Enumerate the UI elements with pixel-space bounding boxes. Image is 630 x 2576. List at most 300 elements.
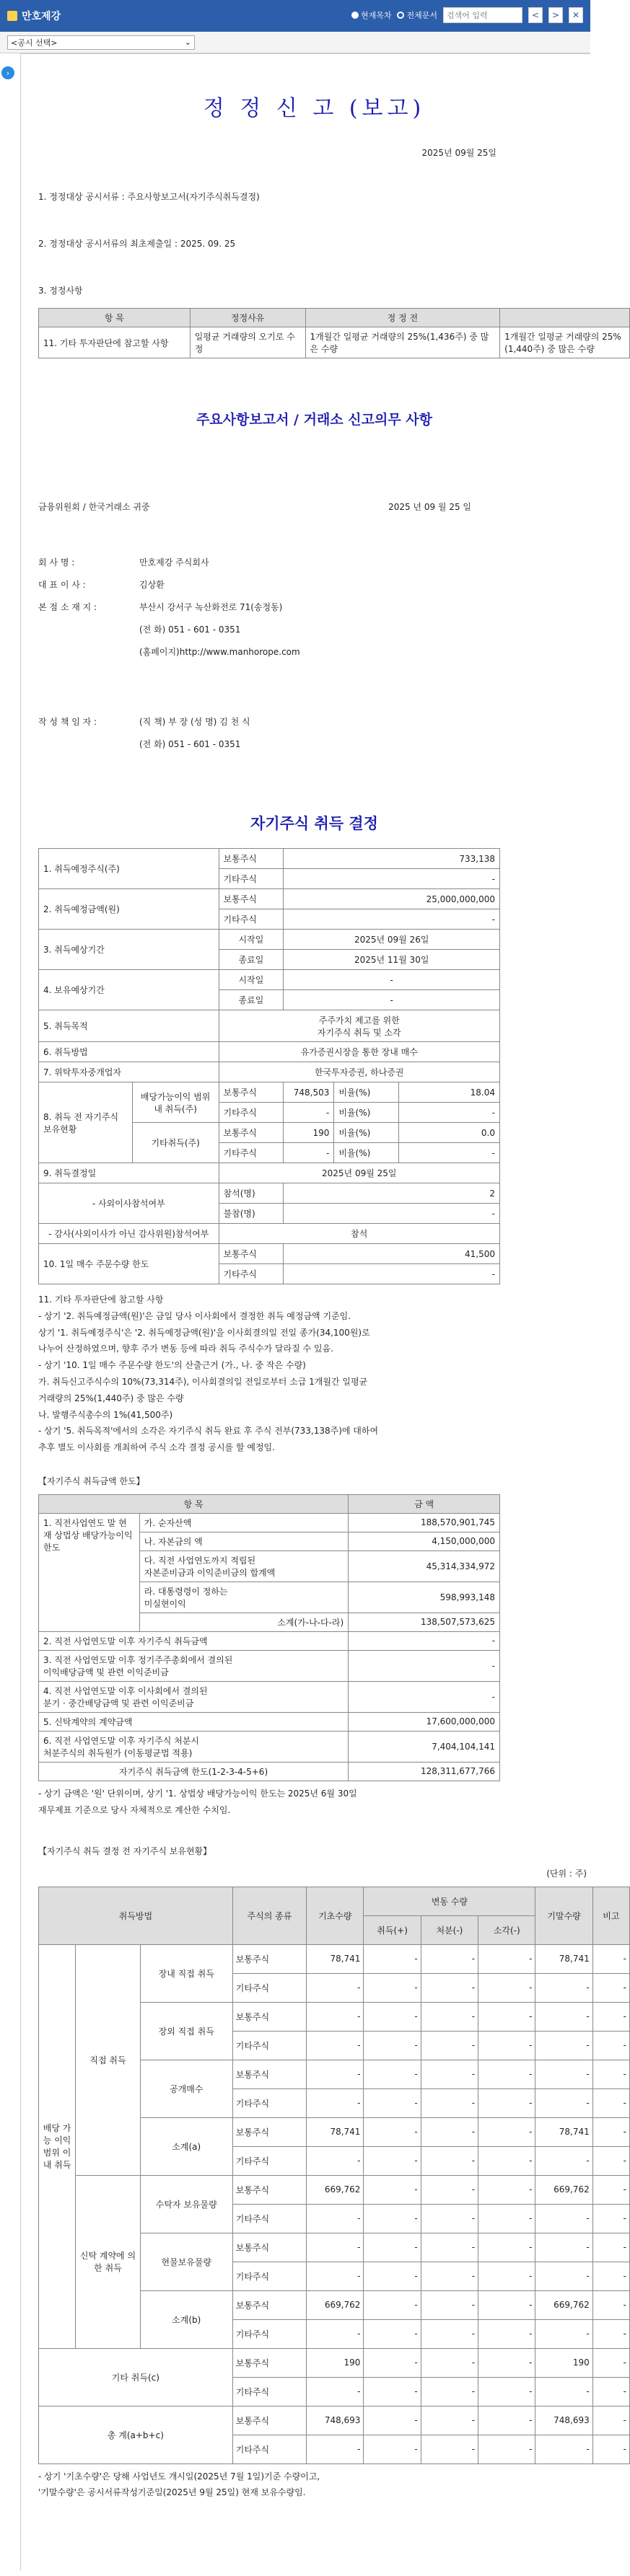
correction-reason: 일평균 거래량의 오기로 수정 [190,327,305,358]
cell: - [364,2262,421,2290]
cell: - [592,2117,629,2146]
cell: 보통주식 [232,2348,306,2377]
note-line: - 상기 '10. 1일 매수 주문수량 한도'의 산출근거 (가., 나. 중 작은 수량) [38,1360,306,1371]
cell: - [535,2146,592,2175]
cell: 종료일 [219,990,284,1010]
note-line: 거래량의 25%(1,440주) 중 많은 수량 [38,1393,184,1403]
cell: 188,570,901,745 [349,1513,500,1532]
cell: - [592,2435,629,2463]
cell [39,1731,349,1762]
shares-other: - [284,869,500,889]
writer-info [38,715,590,750]
cell: - [478,2377,535,2406]
cell: 보통주식 [219,1082,284,1103]
cell: 190 [284,1123,334,1143]
cell: - [364,2435,421,2463]
cell: - [421,2031,478,2060]
col-change: 변동 수량 [364,1887,535,1915]
correction-target: 1. 정정대상 공시서류 : 주요사항보고서(자기주식취득결정) [38,192,260,202]
search-input[interactable] [443,7,522,23]
recipient: 금융위원회 / 한국거래소 귀중 [38,502,150,512]
cell: - [364,2233,421,2262]
cell: - [364,1944,421,1973]
row-amount: 2. 취득예정금액(원) [39,889,219,930]
cell-line: 6. 직전 사업연도말 이후 자기주식 처분시 [43,1735,199,1746]
cell: - [592,2262,629,2290]
cell: - [364,2088,421,2117]
row-holding: 4. 보유예상기간 [39,970,219,1010]
cell: 78,741 [535,2117,592,2146]
daily-limit-common: 41,500 [284,1244,500,1264]
limit-table [38,1494,500,1781]
writer-phone: (전 화) 051 - 601 - 0351 [139,739,241,749]
cell: - [307,2262,364,2290]
holding-notes [38,2469,543,2502]
cell: - [284,1103,334,1123]
cell: 배당가능이익 범위 내 취득(주) [132,1082,219,1123]
cell-line: 분기 · 중간배당금액 및 관련 이익준비금 [43,1698,194,1708]
cell: - [478,2319,535,2348]
cell: - [307,2002,364,2031]
cell: - 감사(사외이사가 아닌 감사위원)참석여부 [39,1224,219,1244]
shares-common: 733,138 [284,849,500,869]
recipient-date: 2025 년 09 월 25 일 [388,502,471,512]
document-select-value: <공시 선택> [11,38,58,48]
cell: - [535,2233,592,2262]
cell: 78,741 [307,1944,364,1973]
cell: 기타주식 [232,2377,306,2406]
cell: - [364,2377,421,2406]
cell: 장외 직접 취득 [140,2002,232,2060]
cell: - [307,2060,364,2088]
cell: 17,600,000,000 [349,1712,500,1731]
cell: - [478,1944,535,1973]
next-result-button[interactable]: > [548,7,563,23]
cell: - [592,1944,629,1973]
cell: - [307,1973,364,2002]
cell: - [421,2262,478,2290]
daily-limit-other: - [284,1264,500,1284]
cell: 보통주식 [232,2233,306,2262]
cell: - [535,2377,592,2406]
row-broker: 7. 위탁투자중개업자 [39,1062,219,1082]
ceo-value: 김상환 [139,580,165,590]
cell: - [592,2290,629,2319]
scope-all-radio[interactable] [397,9,437,21]
cell: - [364,2204,421,2233]
col-end: 기말수량 [535,1887,592,1944]
cell: - [478,2060,535,2088]
cell: - [592,2060,629,2088]
amount-common: 25,000,000,000 [284,889,500,909]
cell: - [364,1973,421,2002]
cell: - [478,2290,535,2319]
cell: 기타주식 [232,2319,306,2348]
cell: 18.04 [399,1082,500,1103]
cell-line: 4. 직전 사업연도말 이후 이사회에서 결의된 [43,1685,208,1696]
period-start: 2025년 09월 26일 [284,930,500,950]
cell [139,1582,348,1613]
cell: - [421,2290,478,2319]
col-item: 항 목 [39,1494,349,1513]
cell: - [478,2175,535,2204]
cell: 수탁자 보유물량 [140,2175,232,2233]
cell: 비율(%) [334,1082,399,1103]
cell: - [421,2117,478,2146]
cell: - [421,1973,478,2002]
report-date: 2025년 09월 25일 [421,148,496,158]
correction-after: 1개월간 일평균 거래량의 25%(1,440주) 중 많은 수량 [500,327,630,358]
correction-heading: 3. 정정사항 [38,286,83,296]
cell: 598,993,148 [349,1582,500,1613]
logo-text: 만호제강 [22,11,61,22]
cell-line: 미실현이익 [144,1598,186,1609]
cell: - [535,2002,592,2031]
cell: 소계(b) [140,2290,232,2348]
cell: 기타주식 [232,2262,306,2290]
note-line: 11. 기타 투자판단에 참고할 사항 [38,1294,164,1305]
cell: - [399,1143,500,1163]
cell: 2 [284,1183,500,1204]
cell: 보통주식 [232,2060,306,2088]
cell: 기타주식 [219,909,284,930]
chevron-down-icon: ⌄ [184,38,191,47]
cell: - [399,1103,500,1123]
toolbar [0,32,590,53]
cell: 1. 직전사업연도 말 현재 상법상 배당가능이익 한도 [39,1513,140,1631]
close-icon[interactable]: ✕ [569,7,583,23]
cell: 669,762 [307,2290,364,2319]
cell: 128,311,677,766 [349,1762,500,1781]
cell: - [307,2146,364,2175]
cell: - [592,2406,629,2435]
cell: - [478,2262,535,2290]
cell: 신탁 계약에 의한 취득 [76,2175,141,2348]
cell: - [421,2233,478,2262]
cell: - [307,2233,364,2262]
cell: 나. 자본금의 액 [139,1532,348,1551]
cell: - [592,2233,629,2262]
homepage-link[interactable]: (홈페이지)http://www.manhorope.com [139,647,300,657]
cell: 669,762 [535,2175,592,2204]
first-submit-date: 2. 정정대상 공시서류의 최초제출일 : 2025. 09. 25 [38,239,236,249]
cell: 4,150,000,000 [349,1532,500,1551]
unit-label: (단위 : 주) [546,1868,587,1879]
cell: - [364,2348,421,2377]
cell: 보통주식 [232,2290,306,2319]
cell: - [307,2031,364,2060]
cell: 자기주식 취득금액 한도(1-2-3-4-5+6) [39,1762,349,1781]
cell: 기타주식 [232,2146,306,2175]
cell: - [535,2262,592,2290]
cell: - [592,2031,629,2060]
col-note: 비고 [592,1887,629,1944]
cell: - [364,2117,421,2146]
cell: - [592,2204,629,2233]
cell: 가. 순자산액 [139,1513,348,1532]
cell: 보통주식 [232,2406,306,2435]
holding-title: 【자기주식 취득 결정 전 자기주식 보유현황】 [38,1845,212,1856]
cell: - 사외이사참석여부 [39,1183,219,1224]
address-value: 부산시 강서구 녹산화전로 71(송정동) [139,602,283,612]
cell: 보통주식 [232,2175,306,2204]
document-viewer [20,53,626,2570]
chevron-right-icon: › [6,68,10,78]
cell: - [421,2377,478,2406]
note-line: - 상기 '5. 취득목적'에서의 소각은 자기주식 취득 완료 후 주식 전부(733,138주)에 대하여 [38,1426,379,1437]
cell: - [592,2002,629,2031]
cell: - [421,2088,478,2117]
note-line: 나누어 산정하였으며, 향후 주가 변동 등에 따라 취득 주식수가 달라질 수 있음. [38,1344,333,1354]
cell: 748,693 [535,2406,592,2435]
correction-item: 11. 기타 투자판단에 참고할 사항 [39,327,191,358]
cell: 기타주식 [232,2031,306,2060]
cell: - [478,2117,535,2146]
cell: 190 [307,2348,364,2377]
note-line: 가. 취득신고주식수의 10%(73,314주), 이사회결의일 전일로부터 소급 1개월간 일평균 [38,1376,368,1387]
cell: 기타주식 [232,2088,306,2117]
correction-table [38,308,630,358]
cell: - [421,2406,478,2435]
holding-table [38,1887,630,2464]
cell: 0.0 [399,1123,500,1143]
cell: 669,762 [535,2290,592,2319]
col-reason: 정정사유 [190,309,305,327]
col-after [500,309,630,327]
scope-current-radio[interactable] [351,9,392,21]
cell: 5. 신탁계약의 계약금액 [39,1712,349,1731]
logo-icon [7,11,17,21]
cell: - [421,2348,478,2377]
cell: - [478,2233,535,2262]
cell: 소계(가-나-다-라) [139,1613,348,1631]
cell: 불참(명) [219,1204,284,1224]
cell: - [535,2031,592,2060]
period-end: 2025년 11월 30일 [284,950,500,970]
company-name-key: 회 사 명 : [38,557,75,568]
col-burn: 소각(-) [478,1915,535,1944]
search-area [351,7,583,23]
top-bar [0,0,590,32]
cell: 기타주식 [219,869,284,889]
cell: 기타주식 [232,2204,306,2233]
cell-line: 이익배당금액 및 관련 이익준비금 [43,1667,169,1677]
cell: - [478,2031,535,2060]
col-item: 항 목 [39,309,191,327]
row-daily-limit: 10. 1일 매수 주문수량 한도 [39,1244,219,1284]
cell: 2. 직전 사업연도말 이후 자기주식 취득금액 [39,1631,349,1650]
col-dispose: 처분(-) [421,1915,478,1944]
cell-line: 라. 대통령령이 정하는 [144,1586,228,1597]
holding-end: - [284,990,500,1010]
cell: - [421,2146,478,2175]
amount-other: - [284,909,500,930]
cell: - [421,2060,478,2088]
row-shares: 1. 취득예정주식(주) [39,849,219,889]
cell: 138,507,573,625 [349,1613,500,1631]
toggle-toc-button[interactable] [1,66,14,79]
col-method: 취득방법 [39,1887,233,1944]
acquisition-table [38,848,500,1284]
note-line: 상기 '1. 취득예정주식'은 '2. 취득예정금액(원)'을 이사회결의일 전일 종가(34,100원)로 [38,1327,370,1338]
cell: - [592,2175,629,2204]
cell: - [592,2146,629,2175]
prev-result-button[interactable]: < [528,7,543,23]
cell: - [364,2406,421,2435]
cell: 현물보유물량 [140,2233,232,2290]
cell: 78,741 [307,2117,364,2146]
cell: - [364,2031,421,2060]
cell: - [421,2319,478,2348]
cell: - [535,2319,592,2348]
cell: - [421,2204,478,2233]
cell: 비율(%) [334,1143,399,1163]
cell: 장내 직접 취득 [140,1944,232,2002]
cell-line: 다. 직전 사업연도까지 적립된 [144,1555,256,1566]
broker-value: 한국투자증권, 하나증권 [219,1062,499,1082]
cell: - [478,2435,535,2463]
cell: - [535,2060,592,2088]
writer-key: 작 성 책 임 자 : [38,717,97,727]
method-value: 유가증권시장을 통한 장내 매수 [219,1042,499,1062]
cell: 기타주식 [232,2435,306,2463]
cell: 소계(a) [140,2117,232,2175]
cell: - [421,2002,478,2031]
cell: 공개매수 [140,2060,232,2117]
cell: 190 [535,2348,592,2377]
row-prior-holding: 8. 취득 전 자기주식 보유현황 [39,1082,133,1163]
purpose-line: 자기주식 취득 및 소각 [317,1027,401,1038]
purpose-line: 주주가치 제고를 위한 [318,1015,400,1025]
col-kind: 주식의 종류 [232,1887,306,1944]
cell: 기타취득(주) [132,1123,219,1163]
cell: - [421,2435,478,2463]
cell: 보통주식 [219,1244,284,1264]
cell: - [478,2002,535,2031]
cell: - [307,2204,364,2233]
cell-line: 처분주식의 취득원가 (이동평균법 적용) [43,1747,193,1758]
cell: - [535,1973,592,2002]
cell: - [364,2175,421,2204]
note-line: - 상기 금액은 '원' 단위이며, 상기 '1. 상법상 배당가능이익 한도는 2025년 6월 30일 [38,1788,357,1799]
cell: 보통주식 [232,2002,306,2031]
cell: 기타주식 [219,1103,284,1123]
cell: - [284,1204,500,1224]
cell [139,1551,348,1582]
address-key: 본 점 소 재 지 : [38,602,97,612]
cell: 보통주식 [232,1944,306,1973]
cell-line: 3. 직전 사업연도말 이후 정기주주총회에서 결의된 [43,1654,233,1665]
ceo-key: 대 표 이 사 : [38,580,86,590]
note-line: 나. 발행주식총수의 1%(41,500주) [38,1409,173,1420]
note-line: 재무제표 기준으로 당사 자체적으로 계산한 수치임. [38,1804,231,1815]
cell: 45,314,334,972 [349,1551,500,1582]
cell: 기타주식 [219,1264,284,1284]
phone-value: (전 화) 051 - 601 - 0351 [139,625,241,635]
cell-line: 자본준비금과 이익준비금의 합계액 [144,1567,276,1578]
cell: - [307,2088,364,2117]
cell: 참석(명) [219,1183,284,1204]
company-logo [7,9,61,23]
row-decision-date: 9. 취득결정일 [39,1163,219,1183]
cell: 78,741 [535,1944,592,1973]
row-method: 6. 취득방법 [39,1042,219,1062]
company-name-value: 만호제강 주식회사 [139,557,209,568]
col-acquire: 취득(+) [364,1915,421,1944]
company-info [38,556,590,658]
cell: 비율(%) [334,1103,399,1123]
cell: 669,762 [307,2175,364,2204]
note-line: 추후 별도 이사회를 개최하여 주식 소각 결정 공시를 할 예정임. [38,1442,275,1453]
purpose-value [219,1010,499,1042]
cell: - [478,2348,535,2377]
cell: 748,693 [307,2406,364,2435]
cell: - [364,2319,421,2348]
cell: - [478,2406,535,2435]
cell: - [364,2290,421,2319]
cell: 배당 가능 이익 범위 이내 취득 [39,1944,76,2348]
row-period: 3. 취득예상기간 [39,930,219,970]
cell: - [592,2377,629,2406]
cell: - [592,2348,629,2377]
cell: 직접 취득 [76,1944,141,2175]
cell [39,1650,349,1681]
cell: - [478,1973,535,2002]
cell: - [478,2204,535,2233]
col-base: 기초수량 [307,1887,364,1944]
cell: - [535,2204,592,2233]
writer-value: (직 책) 부 장 (성 명) 김 천 식 [139,717,250,727]
cell: 기타주식 [232,1973,306,2002]
cell [39,1681,349,1712]
correction-before: 1개월간 일평균 거래량의 25%(1,436주) 중 많은 수량 [305,327,500,358]
cell: 보통주식 [219,889,284,909]
cell: 총 계(a+b+c) [39,2406,233,2463]
audit-attendance: 참석 [219,1224,499,1244]
cell: - [307,2377,364,2406]
cell: 기타 취득(c) [39,2348,233,2406]
holding-start: - [284,970,500,990]
scope-current-label: 현재목차 [360,11,392,20]
note-line: '기말수량'은 공시서류작성기준일(2025년 9월 25일) 현재 보유수량임. [38,2487,306,2498]
cell: - [364,2060,421,2088]
cell: 시작일 [219,930,284,950]
cell: - [535,2435,592,2463]
cell: - [592,1973,629,2002]
major-report-heading: 주요사항보고서 / 거래소 신고의무 사항 [196,412,433,428]
scope-all-label: 전체문서 [406,11,437,20]
col-amount: 금 액 [349,1494,500,1513]
cell: - [349,1650,500,1681]
col-before: 정 정 전 [305,309,500,327]
decision-date: 2025년 09월 25일 [219,1163,499,1183]
cell: - [284,1143,334,1163]
note-line: - 상기 '2. 취득예정금액(원)'은 금일 당사 이사회에서 결정한 취득 예정금액 기준임. [38,1310,351,1321]
cell: 7,404,104,141 [349,1731,500,1762]
cell: 기타주식 [219,1143,284,1163]
cell: - [421,2175,478,2204]
cell: - [307,2435,364,2463]
cell: 종료일 [219,950,284,970]
cell: 비율(%) [334,1123,399,1143]
cell: 보통주식 [219,849,284,869]
cell: - [364,2002,421,2031]
notes [38,1292,543,1456]
row-purpose: 5. 취득목적 [39,1010,219,1042]
cell: 보통주식 [219,1123,284,1143]
document-select[interactable] [7,35,195,50]
cell: - [535,2088,592,2117]
